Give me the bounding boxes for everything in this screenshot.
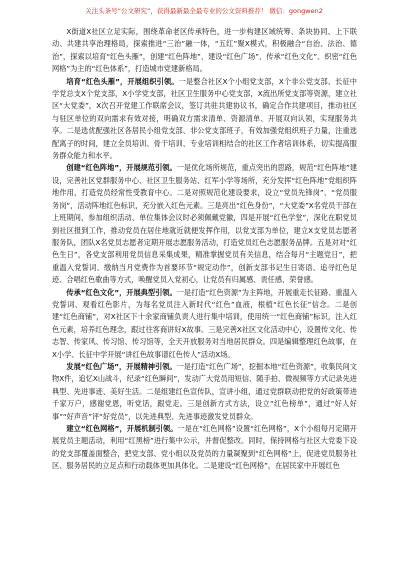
paragraph-text: 一是打造“红色资源”为主阵地，开展重走长征路、重温入党誓词、观看红色影片，为每名党员注入新时代“红色”血液，根植“红色长征”信念。二是创建“红色商铺”，对X社区下十余家商铺负责人进行集中培训，使用统一“红色商铺”标识，注入红色元素，培养红色理念，跟过往客商讲好X故事。三是完善X社区文化活动中心，设置传文化、传志智、传家风、传习馆、传习馆等，全天开放服务对当地居民群众。四是编辑整理红色故事，在X小学、长征中学开展“讲红色故事谱红色传人”活动X场。 (52, 287, 358, 359)
paragraph-red-position (52, 162, 357, 286)
paragraph-text: 一是整合社区X个小组党支部，X个非公党支部、长征中学党总支X个党支部，X小学党支部，社区卫生服务中心党支部，X流出所党支部等资源，建立社区“大党委”，X次召开党建工作联席会议，签订共驻共建协议书，确定合作共建项目，推动社区与驻区单位的双向需求有效对接，明确双方需求清单、资源清单、开展双向认领，实现服务共享。二是选优配强社区各居民小组党支部、非公党支部班子，有效加强党组织班子力量，注重选配离子的时间，建立全员培训、骨干培训、专业培训相结合的社区工作者培训体系，切实提高服务群众能力和水平。 (52, 76, 357, 161)
paragraph-red-grid (52, 423, 357, 473)
paragraph-red-culture (52, 287, 357, 361)
paragraph-lead: 建立“红色网格”，开展机制引领。 (66, 424, 178, 433)
paragraph-lead: 发展“红色广场”，开展精神引领。 (66, 361, 177, 371)
paragraph-text: 一是优化场所规范，重点突出的思路，规范“红色阵地”建设，完善社区党群服务中心、社区卫生服务站、红军小学等场所，充分发挥“红色阵地”党组织阵地作用，打造党员经常性受教育中心。二是对照规范化建设要求，设立“党员先锋岗”、“党员服务岗”，活动阵地红色标识，充分嵌入红色元素。三是亮出“红色身份”，“大党委”X名党员干部在上班期间，参加组织活动、单位集体会议时必须佩戴党徽，四是开展“红色学堂”，深化在职党员到社区报到工作，推动党员在居住地就近就便发挥作用，以党支部为单位，建立X支党员志愿者服务队，团队X名党员志愿者定期开展志愿服务活动，打造党员红色志愿服务品牌。五是对对“红色生日”，各党支部利用党员信息采集成果，精准掌握党员有关信息，结合每月“主题党日”，把重温入党誓词、缴纳当月党费作为首要环节“规定动作”，创新支部书记生日寄语、追寻红色足迹、合唱红色歌曲等方式，唤醒党员入党初心，让党员有归属感、责任感、荣誉感。 (52, 163, 358, 285)
paragraph-text: 一是打造“红色广场”，挖掘本地“红色资源”，收集民间文物X件，追忆X山战斗，纪录“红色瞬间”，发动广大党员用短信、随手拍、微视频等方式记录先进典型、先进事迹、美好生活。二是组建红色宣传队，宣讲小组，通过党群联动把党的好政策带进千家万户，感谢党恩，听党话，跟党走。三是创新方式方法，设立“红色榜单”，通过“好人好事”“好声音”评“好党员”，以先进典型、先进事迹激发党员群众。 (52, 361, 357, 421)
paragraph-text: X街道X社区立足实际，围绕革命老区传承特色，进一步构建区域统筹、条块协同、上下联动、共建共享治理格局，探索推进“三治”融一体，“五红”聚X模式，积极融合“自治、法治、德治”，探索以培育“红色头雁”，创建“红色阵地”、建设“红色广场”、传承“红色文化”、织密“红色网格”为主的“红色体系”，打造城市党建新格局。 (52, 27, 357, 74)
header-banner: 关注头条号“公文研究”，获得最新最全最专业的公文资料推荐！ 微信：gongwen2 (85, 7, 323, 15)
document-body (52, 26, 357, 473)
paragraph-lead: 培育“红色头雁”，开展组织引领。 (66, 76, 179, 86)
paragraph-red-geese (52, 76, 357, 163)
paragraph-text: 一是在“红色网格”设置“红色网格”，X个小组每月定期开展党员主题活动，利用“红黑榜”进行集中公示，并督促整改。同时，保持网格与社区大党委下设的党支部覆盖面整合，把党支部、党小组以及党员的力量凝聚到“红色网格”上，促进党员服务社区、服务居民的立足点和行动载体更加具体化。二是建设“红色网格”，在居民家中开展红色 (52, 424, 357, 471)
paragraph-red-square (52, 361, 357, 423)
paragraph-lead: 创建“红色阵地”，开展规范引领。 (66, 163, 177, 173)
paragraph-lead: 传承“红色文化”，开展典型引领。 (66, 287, 177, 297)
paragraph-intro (52, 26, 357, 76)
